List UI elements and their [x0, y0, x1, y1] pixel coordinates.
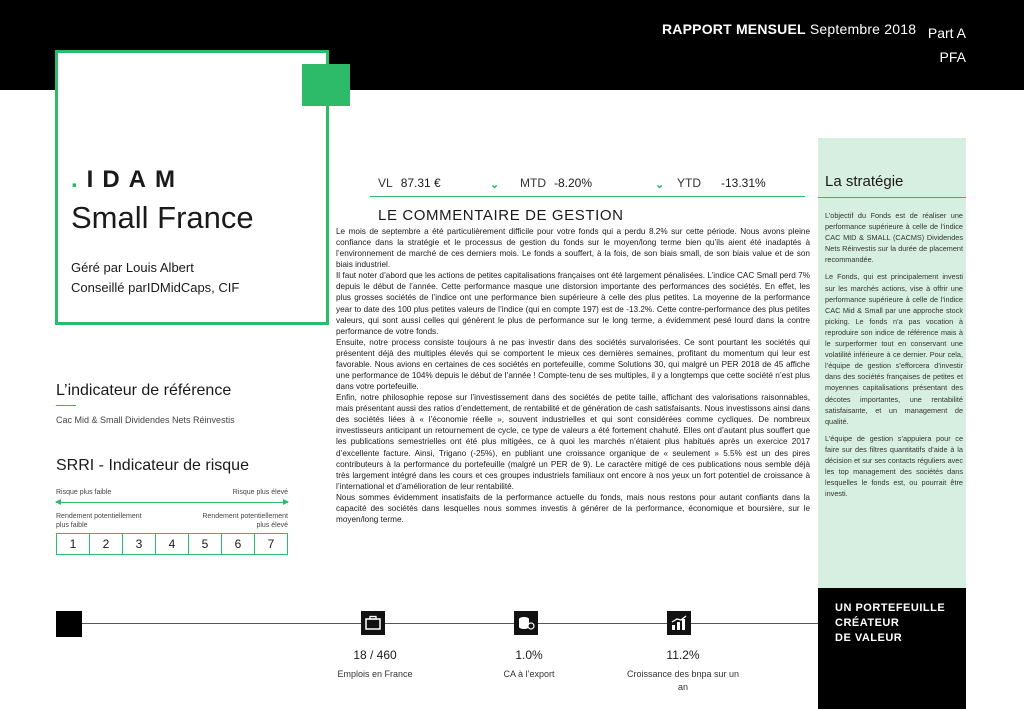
manager-line: Géré par Louis Albert [71, 260, 194, 275]
commentary-paragraph: Enfin, notre philosophie repose sur l’investissement dans des sociétés de petite taille, affichant des valorisations raisonnables, mais présentant aussi des ratios d’endettement, de rentabilité et de génération de cash satisfaisants. Nous investissons ainsi dans des sociétés liées à « l’économie réelle », souvent industrielles et qui sont considérées comme cycliques. De nombreux investisseurs anticipant un retournement de cycle, ce type de valeurs a été fortement chahuté. Elles ont d’autant plus souffert que les publications semestrielles ont été plus mitigées, ce à quoi les marchés n’étaient plus habitués après un exercice 2017 d’excellente facture. Ainsi, Trigano (-25%), en publiant une croissance organique de « seulement » 5.5% est un des pires contributeurs à la performance du portefeuille (malgré un PER de 9). Le caractère mitigé de ces publications nous semble déjà très largement intégré dans les cours et ces groupes industriels familiaux ont encore à nos yeux un fort potentiel de croissance à l’international et d’amélioration de leur rentabilité. [336, 393, 810, 491]
srri-level: 3 [123, 534, 156, 554]
srri-return-labels [56, 512, 288, 530]
risk-high-label: Risque plus élevé [232, 489, 288, 496]
srri-scale [56, 533, 288, 555]
tagline-line: UN PORTEFEUILLE [835, 602, 946, 614]
coins-icon [514, 611, 538, 635]
srri-level: 7 [267, 537, 275, 551]
strategy-rule [818, 197, 966, 198]
reference-index: Cac Mid & Small Dividendes Nets Réinvestis [56, 415, 235, 425]
briefcase-icon [361, 611, 385, 635]
mtd-label: MTD [520, 176, 546, 190]
return-high-label: Rendement potentiellement plus élevé [202, 513, 288, 529]
tagline [835, 601, 965, 646]
brand-accent-square [302, 64, 350, 106]
advisor-line: Conseillé parIDMidCaps, CIF [71, 280, 240, 295]
fund-name: Small France [71, 200, 254, 235]
strategy-paragraph: Le Fonds, qui est principalement investi sur les marchés actions, vise à offrir une performance supérieure à celle de l’indice CAC Mid & Small par une approche stock picking. Le fonds n’a pas vocation à reproduire son indice de référence mais à le surperformer tout en conservant une volatilité inférieure à ce dernier. Pour cela, l’équipe de gestion s’efforcera d’investir dans des sociétés françaises de petites et moyennes capitalisations présentant des décotes importantes, une rentabilité satisfaisante, et un management de qualité. [825, 272, 963, 426]
stat-employment-value: 18 / 460 [353, 648, 397, 662]
tagline-line: CRÉATEUR [835, 617, 900, 629]
strategy-paragraph: L’objectif du Fonds est de réaliser une performance supérieure à celle de l’indice CAC MID & SMALL (CACMS) Dividendes Nets Réinvestis sur la durée de placement recommandée. [825, 211, 963, 265]
timeline-start-square [56, 611, 82, 637]
vl-label: VL [378, 176, 393, 190]
commentary-paragraph: Nous sommes évidemment insatisfaits de la performance actuelle du fonds, mais nous restons pour autant confiants dans la capacité des sociétés dans lesquelles nous sommes investis à générer de la performance, économique et boursière, sur le moyen/long terme. [336, 492, 810, 525]
chevron-down-icon: ⌄ [490, 179, 500, 191]
part-label: Part A [927, 25, 966, 41]
tagline-line: DE VALEUR [835, 632, 903, 644]
srri-level: 1 [57, 534, 90, 554]
risk-low-label: Risque plus faible [56, 489, 112, 496]
share-info [926, 21, 966, 69]
reference-rule [56, 405, 76, 406]
timeline-line [82, 623, 818, 624]
strategy-paragraph: L’équipe de gestion s’appuiera pour ce faire sur des filtres quantitatifs d’aide à la décision et sur ses contacts réguliers avec les top management des sociétés dans lesquelles le fonds est, ou pourrait être investi. [825, 433, 963, 499]
metrics-rule [370, 196, 805, 197]
commentary-paragraph: Ensuite, notre process consiste toujours à ne pas investir dans des sociétés survalorisées. Ce sont pourtant les sociétés qui présentent déjà des multiples élevés qui se comportent le mieux ces dernières semaines, profitant du momentum qui leur est favorable. Nous avions en certaines de ces sociétés en portefeuille, comme Solutions 30, qui malgré un PER 2018 de 45 affiche une performance de 104% depuis le début de l’année ! Compte-tenu de ses multiples, il y a longtemps que cette société n’est plus dans votre portefeuille. [336, 337, 810, 392]
commentary-body [336, 226, 810, 612]
ytd-value: -13.31% [721, 176, 766, 190]
commentary-paragraph: Le mois de septembre a été particulièrement difficile pour votre fonds qui a perdu 8.2% sur cette période. Nous avons pleine confiance dans la stratégie et le processus de gestion du fonds sur le moyen/long terme bien qu’ils aient été inadaptés à l’environnement de marché de ces derniers mois. Le fonds a souffert, à la fois, de son biais small, de son biais value et de son biais industriel. [336, 227, 810, 270]
metric-vl [378, 176, 441, 190]
srri-level: 6 [222, 534, 255, 554]
growth-chart-icon [667, 611, 691, 635]
logo-text: IDAM [86, 166, 184, 193]
ytd-label: YTD [677, 176, 701, 190]
mtd-value: -8.20% [554, 176, 593, 190]
report-date: Septembre 2018 [809, 21, 917, 37]
strategy-title: La stratégie [825, 173, 904, 190]
strategy-text [825, 210, 963, 505]
stat-employment-label: Emplois en France [337, 669, 413, 679]
stat-export-label: CA à l’export [503, 669, 555, 679]
srri-level: 4 [156, 534, 189, 554]
manager-info [71, 258, 239, 298]
vl-value: 87.31 € [400, 176, 441, 190]
stat-eps-growth-value: 11.2% [666, 648, 700, 662]
srri-risk-labels [56, 489, 288, 496]
report-label: RAPPORT MENSUEL [662, 21, 806, 37]
commentary-title: LE COMMENTAIRE DE GESTION [378, 207, 624, 224]
srri-title: SRRI - Indicateur de risque [56, 457, 249, 474]
stat-eps-growth-label: Croissance des bnpa sur un an [626, 669, 740, 692]
reference-title: L’indicateur de référence [56, 382, 232, 399]
share-class: PFA [939, 49, 966, 65]
idam-logo: .IDAM [71, 166, 184, 193]
metric-mtd [520, 176, 592, 190]
srri-level: 5 [189, 534, 222, 554]
chevron-down-icon: ⌄ [655, 179, 665, 191]
risk-arrow [56, 502, 288, 503]
commentary-paragraph: Il faut noter d’abord que les actions de petites capitalisations françaises ont été largement pénalisées. L’indice CAC Small perd 7% depuis le début de l’année. Cette performance masque une distorsion importante des performances des sociétés. En effet, les plus grosses sociétés de l’indice ont une performance bien supérieure à celle des plus petites. La moyenne de la performance year to date des 100 plus petites valeurs de l’indice (qui en compte 197) est de -13.2%. Cette contre-performance des plus petites valeurs, qui sont aussi celles qui génèrent le plus de performance sur le long terme, a évidemment pesé lourd dans la contre performance de votre fonds. [336, 271, 810, 336]
stat-export-value: 1.0% [515, 648, 543, 662]
report-title [662, 21, 916, 37]
performance-metrics [378, 176, 798, 192]
metric-ytd [677, 176, 766, 190]
srri-level: 2 [90, 534, 123, 554]
return-low-label: Rendement potentiellement plus faible [56, 513, 142, 529]
